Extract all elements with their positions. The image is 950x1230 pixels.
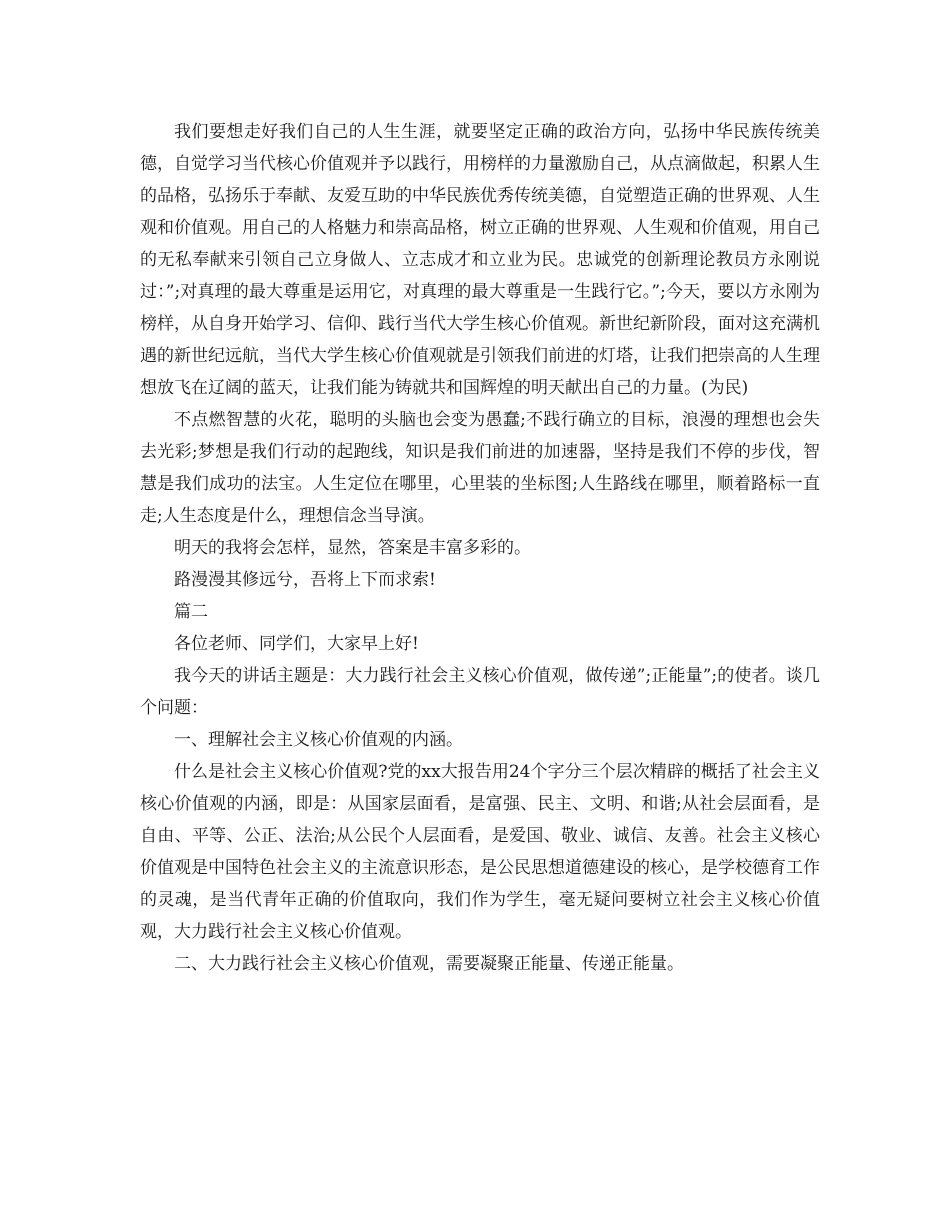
paragraph-greeting: 各位老师、同学们，大家早上好! — [174, 634, 419, 654]
paragraph-point-one: 一、理解社会主义核心价值观的内涵。 — [174, 730, 463, 750]
paragraph-tomorrow: 明天的我将会怎样，显然，答案是丰富多彩的。 — [174, 538, 531, 558]
paragraph-speech-topic: 我今天的讲话主题是：大力践行社会主义核心价值观，做传递”;正能量”;的使者。谈几个问题： — [140, 666, 820, 718]
paragraph-life-career: 我们要想走好我们自己的人生生涯，就要坚定正确的政治方向，弘扬中华民族传统美德，自觉学习当代核心价值观并予以践行，用榜样的力量激励自己，从点滴做起，积累人生的品格，弘扬乐于奉献、友爱互助的中华民族优秀传统美德，自觉塑造正确的世界观、人生观和价值观。用自己的人格魅力和崇高品格，树立正确的世界观、人生观和价值观，用自己的无私奉献来引领自己立身做人、立志成才和立业为民。忠诚党的创新理论教员方永刚说过：”;对真理的最大尊重是运用它，对真理的最大尊重是一生践行它。”;今天，要以方永刚为榜样，从自身开始学习、信仰、践行当代大学生核心价值观。新世纪新阶段，面对这充满机遇的新世纪远航，当代大学生核心价值观就是引领我们前进的灯塔，让我们把崇高的人生理想放飞在辽阔的蓝天，让我们能为铸就共和国辉煌的明天献出自己的力量。(为民) — [140, 122, 820, 398]
document-body — [140, 116, 820, 980]
paragraph-core-values: 什么是社会主义核心价值观?党的xx大报告用24个字分三个层次精辟的概括了社会主义核心价值观的内涵，即是：从国家层面看，是富强、民主、文明、和谐;从社会层面看，是自由、平等、公正、法治;从公民个人层面看，是爱国、敬业、诚信、友善。社会主义核心价值观是中国特色社会主义的主流意识形态，是公民思想道德建设的核心，是学校德育工作的灵魂，是当代青年正确的价值取向，我们作为学生，毫无疑问要树立社会主义核心价值观，大力践行社会主义核心价值观。 — [140, 762, 820, 942]
paragraph-wisdom-spark: 不点燃智慧的火花，聪明的头脑也会变为愚蠢;不践行确立的目标，浪漫的理想也会失去光彩;梦想是我们行动的起跑线，知识是我们前进的加速器，坚持是我们不停的步伐，智慧是我们成功的法宝。人生定位在哪里，心里装的坐标图;人生路线在哪里，顺着路标一直走;人生态度是什么，理想信念当导演。 — [140, 410, 820, 526]
paragraph-quote: 路漫漫其修远兮，吾将上下而求索! — [174, 570, 436, 590]
section-heading-part-two: 篇二 — [174, 602, 208, 622]
paragraph-point-two: 二、大力践行社会主义核心价值观，需要凝聚正能量、传递正能量。 — [174, 954, 684, 974]
